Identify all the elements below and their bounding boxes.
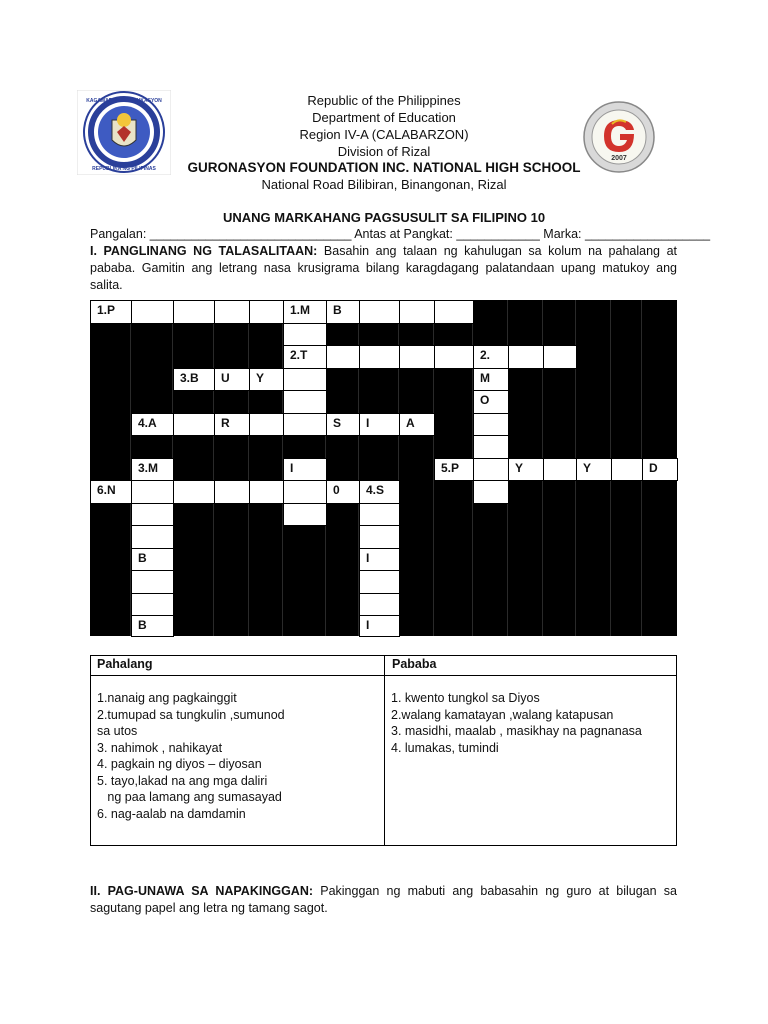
crossword-cell[interactable] — [473, 413, 509, 436]
crossword-cell[interactable]: 1.P — [90, 300, 132, 324]
section-blank[interactable]: ____________ — [456, 227, 540, 241]
crossword-cell[interactable] — [173, 413, 215, 436]
name-label: Pangalan: — [90, 227, 147, 241]
clue-item: 2.walang kamatayan ,walang katapusan — [391, 707, 614, 722]
deped-ring-text-bottom: REPUBLIKA NG PILIPINAS — [92, 166, 156, 172]
crossword-cell[interactable] — [131, 525, 174, 549]
crossword-cell[interactable]: B — [131, 548, 174, 571]
part2-instructions — [90, 883, 677, 917]
crossword-cell[interactable]: 2.T — [283, 345, 327, 369]
crossword-cell[interactable] — [399, 300, 435, 324]
score-blank[interactable]: __________________ — [584, 227, 711, 241]
school-address: National Road Bilibiran, Binangonan, Rizal — [261, 177, 507, 192]
crossword-cell[interactable] — [359, 525, 400, 549]
crossword-cell[interactable]: U — [214, 368, 250, 391]
crossword-cell[interactable] — [611, 458, 643, 481]
crossword-cell[interactable]: I — [359, 615, 400, 637]
crossword-cell[interactable] — [131, 503, 174, 526]
clue-item: 1.nanaig ang pagkainggit — [97, 691, 237, 705]
crossword-cell[interactable] — [543, 458, 577, 481]
crossword-cell[interactable]: Y — [249, 368, 284, 391]
crossword-cell[interactable] — [359, 300, 400, 324]
crossword-cell[interactable] — [473, 435, 509, 459]
crossword-cell[interactable]: 0 — [326, 480, 360, 504]
crossword-cell[interactable]: Y — [508, 458, 544, 481]
part2-text: Pakinggan ng mabuti ang babasahin ng guro at bilugan sa sagutang papel ang letra ng tamang sagot. — [90, 884, 677, 915]
clue-item: 1. kwento tungkol sa Diyos — [391, 691, 540, 705]
crossword-cell[interactable] — [249, 300, 284, 324]
crossword-cell[interactable] — [131, 593, 174, 616]
crossword-cell[interactable] — [434, 300, 474, 324]
crossword-cell[interactable] — [434, 345, 474, 369]
crossword-cell[interactable] — [283, 413, 327, 436]
crossword-cell[interactable]: S — [326, 413, 360, 436]
crossword-cell[interactable]: B — [326, 300, 360, 324]
clue-item: 4. lumakas, tumindi — [391, 740, 499, 755]
crossword-cell[interactable] — [131, 480, 174, 504]
crossword-cell[interactable] — [131, 570, 174, 594]
crossword-cell[interactable] — [214, 480, 250, 504]
crossword-cell[interactable]: 1.M — [283, 300, 327, 324]
crossword-cell[interactable]: 4.S — [359, 480, 400, 504]
clue-item: 2.tumupad sa tungkulin ,sumunod — [97, 707, 285, 722]
clue-item: 3. nahimok , nahikayat — [97, 740, 223, 755]
clue-item: 6. nag-aalab na damdamin — [97, 806, 246, 821]
section-label: Antas at Pangkat: — [354, 227, 453, 241]
crossword-cell[interactable] — [283, 368, 327, 391]
part2-heading: II. PAG-UNAWA SA NAPAKINGGAN: — [90, 884, 314, 898]
crossword-cell[interactable] — [214, 300, 250, 324]
crossword-cell[interactable]: Y — [576, 458, 612, 481]
clue-item: sa utos — [97, 724, 138, 738]
crossword-cell[interactable] — [473, 480, 509, 504]
crossword-cell[interactable] — [283, 323, 327, 346]
crossword-cell[interactable]: D — [642, 458, 678, 481]
crossword-cell[interactable] — [283, 503, 327, 526]
header-line-region: Region IV-A (CALABARZON) — [299, 127, 469, 142]
clues-column-divider — [384, 656, 385, 845]
crossword-cell[interactable] — [473, 458, 509, 481]
clues-table — [90, 655, 677, 846]
part1-heading: I. PANGLINANG NG TALASALITAAN: — [90, 244, 318, 258]
crossword-cell[interactable] — [399, 345, 435, 369]
clue-item: ng paa lamang ang sumasayad — [97, 790, 282, 804]
crossword-cell[interactable] — [131, 300, 174, 324]
clue-item: 5. tayo,lakad na ang mga daliri — [97, 773, 268, 788]
crossword-cell[interactable]: 2. — [473, 345, 509, 369]
name-blank[interactable]: _____________________________ — [149, 227, 352, 241]
crossword-cell[interactable] — [359, 345, 400, 369]
crossword-cell[interactable] — [283, 390, 327, 414]
crossword-cell[interactable]: R — [214, 413, 250, 436]
crossword-cell[interactable] — [543, 345, 577, 369]
crossword-cell[interactable]: I — [359, 548, 400, 571]
crossword-cell[interactable]: O — [473, 390, 509, 414]
crossword-cell[interactable] — [173, 300, 215, 324]
crossword-cell[interactable]: 4.A — [131, 413, 174, 436]
crossword-cell[interactable]: I — [283, 458, 327, 481]
school-name: GURONASYON FOUNDATION INC. NATIONAL HIGH SCHOOL — [187, 160, 581, 175]
crossword-cell[interactable] — [173, 480, 215, 504]
crossword-cell[interactable]: 5.P — [434, 458, 474, 481]
crossword-cell[interactable]: A — [399, 413, 435, 436]
crossword-cell[interactable]: M — [473, 368, 509, 391]
down-heading: Pababa — [392, 657, 437, 671]
crossword-cell[interactable] — [359, 593, 400, 616]
part1-text: Basahin ang talaan ng kahulugan sa kolum na pahalang at pababa. Gamitin ang letrang nasa krusigrama bilang karagdagang palatandaan upang matukoy ang salita. — [90, 244, 677, 292]
exam-title: UNANG MARKAHANG PAGSUSULIT SA FILIPINO 10 — [222, 210, 546, 225]
crossword-cell[interactable] — [249, 480, 284, 504]
deped-ring-text-top: KAGAWARAN NG EDUKASYON — [86, 98, 162, 104]
crossword-cell[interactable]: 6.N — [90, 480, 132, 504]
crossword-cell[interactable] — [359, 503, 400, 526]
student-info-line — [90, 226, 711, 242]
score-label: Marka: — [543, 227, 582, 241]
crossword-cell[interactable]: B — [131, 615, 174, 637]
grid-column-line — [213, 300, 214, 636]
grid-column-line — [248, 300, 249, 636]
crossword-cell[interactable]: 3.M — [131, 458, 174, 481]
down-clue-list — [391, 690, 642, 756]
part1-instructions — [90, 243, 677, 294]
clue-item: 3. masidhi, maalab , masikhay na pagnanasa — [391, 724, 642, 738]
crossword-cell[interactable] — [359, 570, 400, 594]
crossword-grid — [90, 300, 677, 636]
header-line-division: Division of Rizal — [337, 144, 431, 159]
crossword-cell[interactable]: 3.B — [173, 368, 215, 391]
across-heading: Pahalang — [97, 657, 153, 671]
clue-item: 4. pagkain ng diyos – diyosan — [97, 757, 262, 771]
crossword-cell[interactable]: I — [359, 413, 400, 436]
crossword-cell[interactable] — [249, 413, 284, 436]
school-seal-year: 2007 — [611, 155, 627, 162]
header-line-republic: Republic of the Philippines — [307, 93, 461, 108]
header-line-department: Department of Education — [312, 110, 456, 125]
crossword-cell[interactable] — [326, 345, 360, 369]
crossword-cell[interactable] — [283, 480, 327, 504]
across-clue-list — [97, 690, 285, 822]
crossword-cell[interactable] — [508, 345, 544, 369]
